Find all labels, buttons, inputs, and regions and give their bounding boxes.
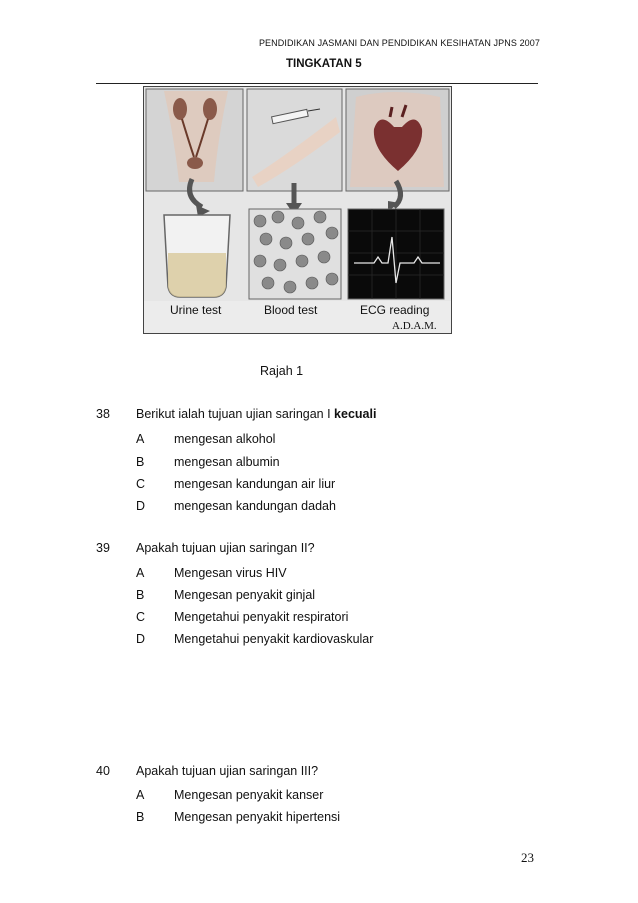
question-number: 38	[96, 407, 110, 421]
question-number: 39	[96, 541, 110, 555]
option-letter: B	[136, 588, 145, 602]
urine-test-label: Urine test	[170, 303, 222, 317]
option-text: mengesan alkohol	[174, 432, 276, 446]
option-letter: A	[136, 432, 145, 446]
option-letter: A	[136, 788, 145, 802]
adam-logo: A.D.A.M.	[392, 320, 437, 332]
ecg-reading-label: ECG reading	[360, 303, 430, 317]
level-heading: TINGKATAN 5	[286, 58, 362, 70]
question-text: Apakah tujuan ujian saringan II?	[136, 541, 315, 555]
heart-icon	[350, 92, 444, 187]
option-text: Mengesan penyakit hipertensi	[174, 810, 341, 824]
option-letter: B	[136, 455, 145, 469]
option-text: Mengetahui penyakit kardiovaskular	[174, 632, 374, 646]
option-text: mengesan albumin	[174, 455, 280, 469]
question-emphasis: kecuali	[334, 407, 377, 421]
option-text: Mengesan penyakit kanser	[174, 788, 324, 802]
running-header: PENDIDIKAN JASMANI DAN PENDIDIKAN KESIHATAN JPNS 2007	[258, 38, 540, 48]
question-number: 40	[96, 764, 110, 778]
page-number: 23	[521, 850, 534, 865]
option-letter: A	[136, 566, 145, 580]
question-text: Apakah tujuan ujian saringan III?	[136, 764, 319, 778]
option-letter: D	[136, 499, 146, 513]
option-text: Mengesan penyakit ginjal	[174, 588, 316, 602]
figure-caption: Rajah 1	[260, 364, 304, 378]
option-letter: B	[136, 810, 145, 824]
option-text: mengesan kandungan dadah	[174, 499, 336, 513]
figure-illustration	[144, 87, 451, 333]
question-stem: Berikut ialah tujuan ujian saringan I	[136, 407, 335, 421]
question-text	[136, 407, 376, 421]
option-text: Mengetahui penyakit respiratori	[174, 610, 349, 624]
option-letter: D	[136, 632, 146, 646]
option-letter: C	[136, 477, 146, 491]
blood-test-label: Blood test	[264, 303, 318, 317]
blood-cells-icon	[249, 209, 341, 299]
medical-tests-figure	[143, 86, 452, 334]
option-letter: C	[136, 610, 146, 624]
header-rule	[96, 83, 538, 84]
ecg-monitor-icon	[348, 209, 444, 299]
option-text: mengesan kandungan air liur	[174, 477, 336, 491]
urine-beaker-icon	[164, 215, 230, 297]
option-text: Mengesan virus HIV	[174, 566, 287, 580]
